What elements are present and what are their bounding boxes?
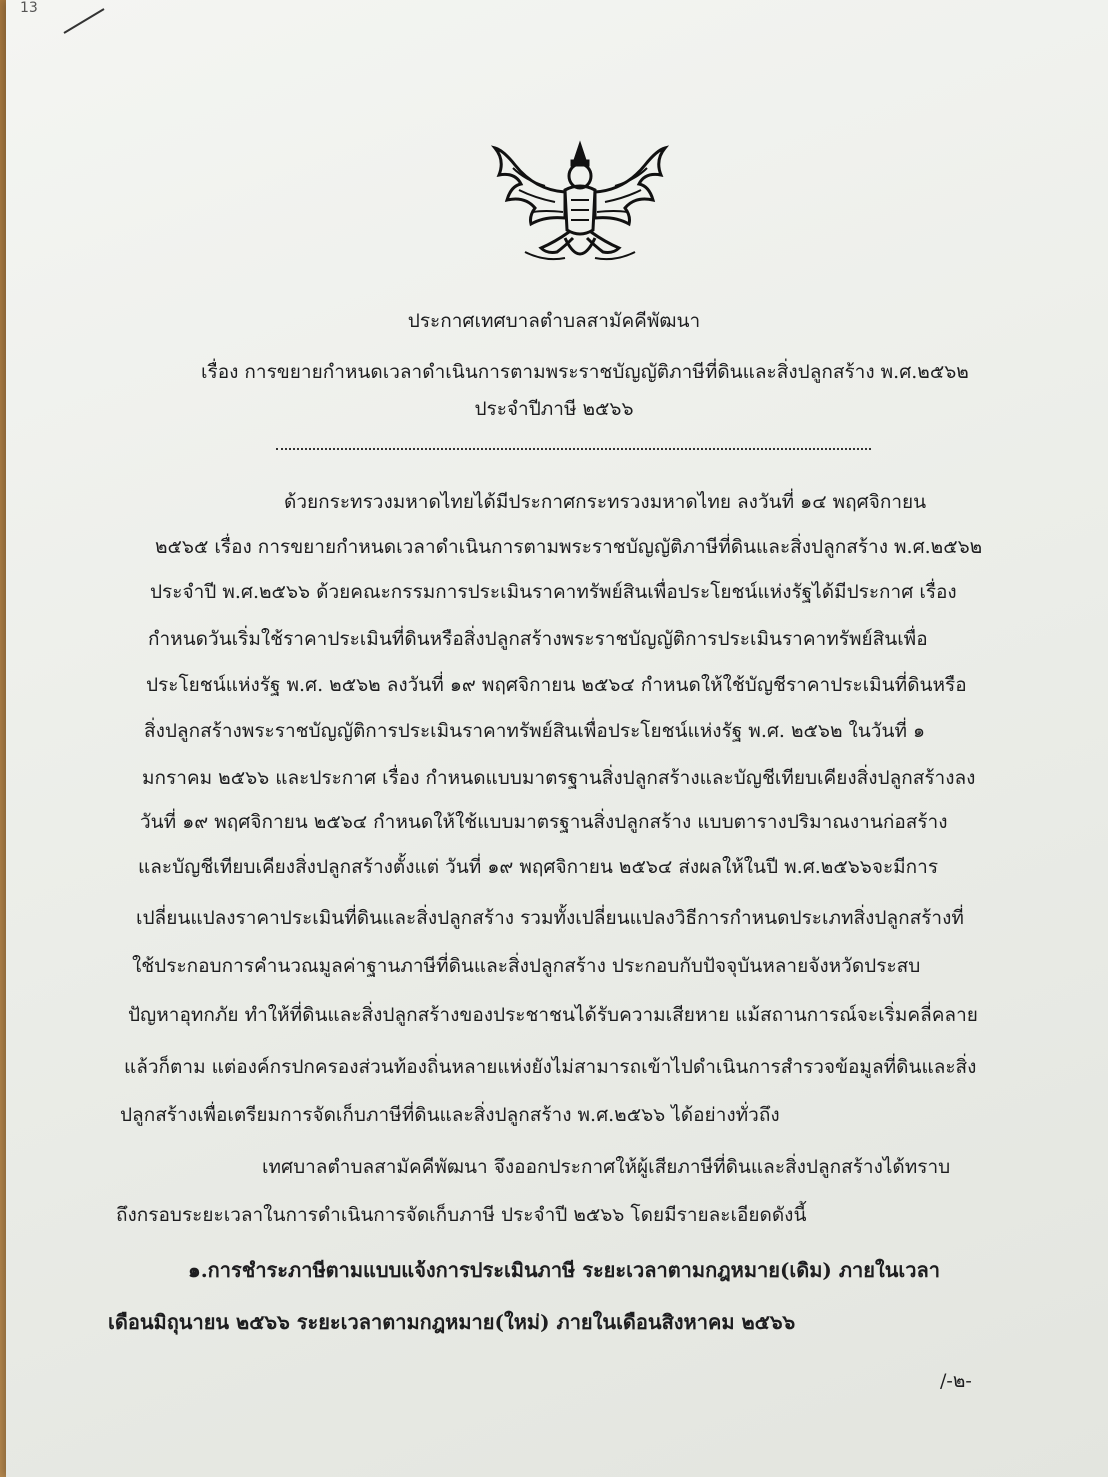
page-continuation: /-๒- <box>940 1370 972 1392</box>
body-line: ใช้ประกอบการคำนวณมูลค่าฐานภาษีที่ดินและสิ่งปลูกสร้าง ประกอบกับปัจจุบันหลายจังหวัดประสบ <box>132 955 921 977</box>
body-line: ประโยชน์แห่งรัฐ พ.ศ. ๒๕๖๒ ลงวันที่ ๑๙ พฤศจิกายน ๒๕๖๔ กำหนดให้ใช้บัญชีราคาประเมินที่ดินหรือ <box>146 674 967 696</box>
body-line: เปลี่ยนแปลงราคาประเมินที่ดินและสิ่งปลูกสร้าง รวมทั้งเปลี่ยนแปลงวิธีการกำหนดประเภทสิ่งปลูกสร้างที่ <box>136 907 964 929</box>
announcement-title: ประกาศเทศบาลตำบลสามัคคีพัฒนา <box>407 310 701 332</box>
body-line: ๒๕๖๕ เรื่อง การขยายกำหนดเวลาดำเนินการตามพระราชบัญญัติภาษีที่ดินและสิ่งปลูกสร้าง พ.ศ.๒๕๖๒ <box>155 536 983 558</box>
body-line: และบัญชีเทียบเคียงสิ่งปลูกสร้างตั้งแต่ วันที่ ๑๙ พฤศจิกายน ๒๕๖๔ ส่งผลให้ในปี พ.ศ.๒๕๖๖จะมีการ <box>138 856 939 878</box>
body-line: ประจำปี พ.ศ.๒๕๖๖ ด้วยคณะกรรมการประเมินราคาทรัพย์สินเพื่อประโยชน์แห่งรัฐได้มีประกาศ เรื่อง <box>150 581 957 603</box>
pen-mark-icon <box>62 5 106 35</box>
body-line: ปัญหาอุทกภัย ทำให้ที่ดินและสิ่งปลูกสร้างของประชาชนได้รับความเสียหาย แม้สถานการณ์จะเริ่มคลี่คลาย <box>128 1004 978 1026</box>
body-line: แล้วก็ตาม แต่องค์กรปกครองส่วนท้องถิ่นหลายแห่งยังไม่สามารถเข้าไปดำเนินการสำรวจข้อมูลที่ดินและสิ่ง <box>124 1056 977 1078</box>
body-line: วันที่ ๑๙ พฤศจิกายน ๒๕๖๔ กำหนดให้ใช้แบบมาตรฐานสิ่งปลูกสร้าง แบบตารางปริมาณงานก่อสร้าง <box>140 811 948 833</box>
item-1-line-2: เดือนมิถุนายน ๒๕๖๖ ระยะเวลาตามกฎหมาย(ใหม่) ภายในเดือนสิงหาคม ๒๕๖๖ <box>108 1310 796 1334</box>
tax-year: ประจำปีภาษี ๒๕๖๖ <box>474 398 634 420</box>
body-line: สิ่งปลูกสร้างพระราชบัญญัติการประเมินราคาทรัพย์สินเพื่อประโยชน์แห่งรัฐ พ.ศ. ๒๕๖๒ ในวันที่ ๑ <box>144 720 926 742</box>
separator-dotted-line <box>276 448 871 450</box>
body-line: มกราคม ๒๕๖๖ และประกาศ เรื่อง กำหนดแบบมาตรฐานสิ่งปลูกสร้างและบัญชีเทียบเคียงสิ่งปลูกสร้างลง <box>142 767 976 789</box>
body-line: ถึงกรอบระยะเวลาในการดำเนินการจัดเก็บภาษี ประจำปี ๒๕๖๖ โดยมีรายละเอียดดังนี้ <box>116 1204 807 1226</box>
announcement-subject: เรื่อง การขยายกำหนดเวลาดำเนินการตามพระราชบัญญัติภาษีที่ดินและสิ่งปลูกสร้าง พ.ศ.๒๕๖๒ <box>201 361 969 383</box>
corner-note: 13 <box>20 0 38 16</box>
body-line: เทศบาลตำบลสามัคคีพัฒนา จึงออกประกาศให้ผู้เสียภาษีที่ดินและสิ่งปลูกสร้างได้ทราบ <box>262 1156 951 1178</box>
body-line: ปลูกสร้างเพื่อเตรียมการจัดเก็บภาษีที่ดินและสิ่งปลูกสร้าง พ.ศ.๒๕๖๖ ได้อย่างทั่วถึง <box>120 1104 780 1126</box>
body-line: กำหนดวันเริ่มใช้ราคาประเมินที่ดินหรือสิ่งปลูกสร้างพระราชบัญญัติการประเมินราคาทรัพย์สินเพื่อ <box>148 628 928 650</box>
item-1-line-1: ๑.การชำระภาษีตามแบบแจ้งการประเมินภาษี ระยะเวลาตามกฎหมาย(เดิม) ภายในเวลา <box>188 1258 940 1282</box>
body-line: ด้วยกระทรวงมหาดไทยได้มีประกาศกระทรวงมหาดไทย ลงวันที่ ๑๔ พฤศจิกายน <box>284 491 927 513</box>
garuda-emblem-icon <box>485 120 675 270</box>
